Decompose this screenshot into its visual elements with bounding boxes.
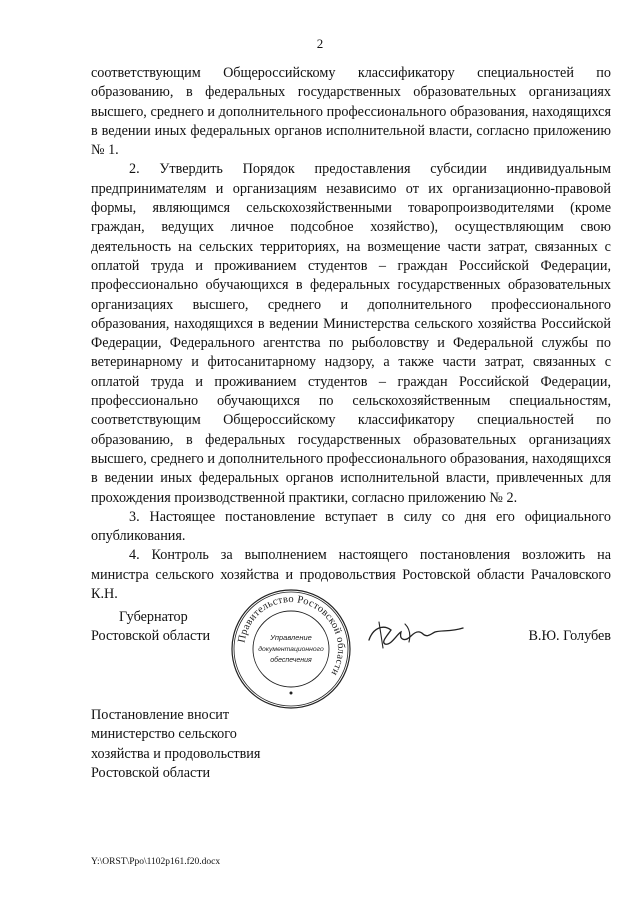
- paragraph-continuation: соответствующим Общероссийскому классификатору специальностей по образованию, в федеральных государственных образовательных организациях высшего, среднего и дополнительного профессионального образования, находящихся в ведении иных федеральных органов исполнительной власти, согласно приложению № 1.: [91, 65, 611, 159]
- paragraph-item-4: 4. Контроль за выполнением настоящего постановления возложить на министра сельского хозяйства и продовольствия Ростовской области Рачаловского К.Н.: [91, 547, 611, 603]
- signature-block: [91, 593, 611, 718]
- submitter-note: [91, 706, 351, 783]
- stamp-ring-text: Правительство Ростовской области: [236, 593, 347, 678]
- signatory-title-line2: Ростовской области: [91, 628, 211, 645]
- file-path-footer: Y:\ORST\Ppo\1102p161.f20.docx: [91, 857, 221, 867]
- submitter-line1: Постановление вносит: [91, 707, 230, 723]
- page-number: 2: [316, 36, 324, 51]
- submitter-line3: хозяйства и продовольствия: [91, 745, 261, 762]
- stamp-inner-line1: Управление: [270, 633, 312, 642]
- stamp-inner-line2: документационного: [258, 646, 324, 653]
- official-stamp: [230, 588, 352, 710]
- submitter-line4: Ростовской области: [91, 764, 211, 781]
- document-body: [91, 64, 611, 604]
- signatory-title: [91, 608, 210, 647]
- signatory-title-line1: Губернатор: [119, 609, 188, 625]
- stamp-inner-line3: обеспечения: [270, 657, 312, 664]
- paragraph-item-2: 2. Утвердить Порядок предоставления субсидии индивидуальным предпринимателям и организациям независимо от их организационно-правовой формы, являющимся сельскохозяйственными товаропроизводителями (кроме граждан, ведущих личное подсобное хозяйство), осуществляющим свою деятельность на сельских территориях, на возмещение части затрат, связанных с оплатой труда и проживанием студентов – граждан Российской Федерации, профессионально обучающихся в федеральных государственных образовательных организациях высшего, среднего и дополнительного профессионального образования, находящихся в ведении Министерства сельского хозяйства Российской Федерации, Федерального агентства по рыболовству и Федеральной службы по ветеринарному и фитосанитарному надзору, а также части затрат, связанных с оплатой труда и проживанием студентов – граждан Российской Федерации, профессионально обучающихся по сельскохозяйственным специальностям, соответствующим Общероссийскому классификатору специальностей по образованию, в федеральных государственных образовательных организациях высшего, среднего и дополнительного профессионального образования, находящихся в ведении иных федеральных органов исполнительной власти, привлеченных для прохождения производственной практики, согласно приложению № 2.: [91, 161, 611, 506]
- signatory-name: В.Ю. Голубев: [528, 628, 611, 644]
- paragraph-item-3: 3. Настоящее постановление вступает в силу со дня его официального опубликования.: [91, 508, 611, 545]
- handwritten-signature: [361, 614, 471, 654]
- submitter-line2: министерство сельского: [91, 726, 237, 743]
